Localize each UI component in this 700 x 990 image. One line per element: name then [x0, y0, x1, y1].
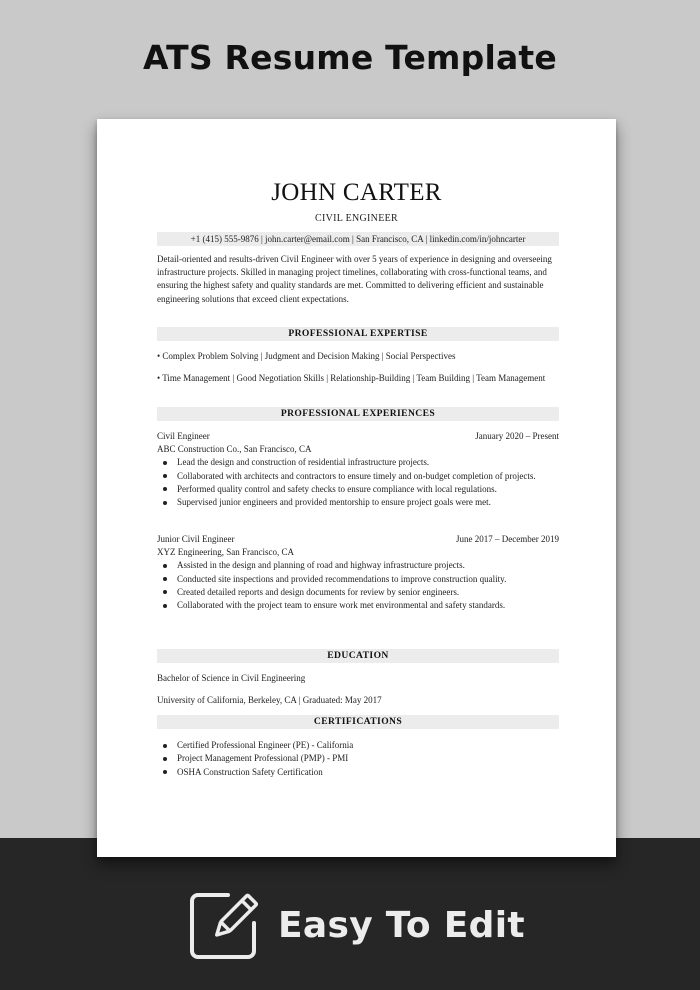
- resume-page: [97, 119, 616, 857]
- resume-name: JOHN CARTER: [271, 179, 442, 206]
- job-title: Junior Civil Engineer: [157, 534, 235, 544]
- section-heading-certifications: CERTIFICATIONS: [157, 715, 559, 729]
- bullet-item: Created detailed reports and design documents for review by senior engineers.: [157, 586, 559, 599]
- job-header: [157, 533, 559, 546]
- job-dates: June 2017 – December 2019: [456, 534, 559, 544]
- certifications-list: [157, 739, 559, 779]
- resume-role: CIVIL ENGINEER: [315, 213, 398, 224]
- job-dates: January 2020 – Present: [475, 431, 559, 441]
- job-bullets: [157, 456, 559, 509]
- certification-item: Project Management Professional (PMP) - PMI: [157, 752, 559, 765]
- section-heading-education: EDUCATION: [157, 649, 559, 663]
- bullet-item: Performed quality control and safety checks to ensure compliance with local regulations.: [157, 483, 559, 496]
- expertise-line: • Complex Problem Solving | Judgment and Decision Making | Social Perspectives: [157, 351, 456, 361]
- edit-pencil-icon: [188, 889, 260, 961]
- job-company: XYZ Engineering, San Francisco, CA: [157, 547, 294, 557]
- bullet-item: Lead the design and construction of residential infrastructure projects.: [157, 456, 559, 469]
- education-degree: Bachelor of Science in Civil Engineering: [157, 673, 306, 683]
- education-school: University of California, Berkeley, CA | Graduated: May 2017: [157, 695, 382, 705]
- job-entry: [157, 533, 559, 612]
- expertise-line: • Time Management | Good Negotiation Skills | Relationship-Building | Team Building | Team Management: [157, 373, 546, 383]
- section-heading-expertise: PROFESSIONAL EXPERTISE: [157, 327, 559, 341]
- certification-item: Certified Professional Engineer (PE) - California: [157, 739, 559, 752]
- bullet-item: Collaborated with architects and contractors to ensure timely and on-budget completion of projects.: [157, 470, 559, 483]
- job-header: [157, 430, 559, 443]
- certification-item: OSHA Construction Safety Certification: [157, 766, 559, 779]
- job-company: ABC Construction Co., San Francisco, CA: [157, 444, 312, 454]
- easy-to-edit-badge: [188, 888, 525, 962]
- banner-title: ATS Resume Template: [143, 38, 557, 77]
- job-bullets: [157, 559, 559, 612]
- easy-to-edit-text: Easy To Edit: [278, 904, 525, 946]
- contact-bar: +1 (415) 555-9876 | john.carter@email.com | San Francisco, CA | linkedin.com/in/johncarter: [157, 232, 559, 246]
- bullet-item: Collaborated with the project team to ensure work met environmental and safety standards.: [157, 599, 559, 612]
- bullet-item: Conducted site inspections and provided recommendations to improve construction quality.: [157, 573, 559, 586]
- job-entry: [157, 430, 559, 509]
- section-heading-experiences: PROFESSIONAL EXPERIENCES: [157, 407, 559, 421]
- bullet-item: Supervised junior engineers and provided mentorship to ensure project goals were met.: [157, 496, 559, 509]
- bullet-item: Assisted in the design and planning of road and highway infrastructure projects.: [157, 559, 559, 572]
- job-title: Civil Engineer: [157, 431, 210, 441]
- summary-paragraph: Detail-oriented and results-driven Civil Engineer with over 5 years of experience in designing and overseeing infrastructure projects. Skilled in managing project timelines, collaborating with cross-functional teams, and ensuring the highest safety and quality standards are met. Committed to delivering efficient and sustainable engineering solutions that exceed client expectations.: [157, 254, 552, 304]
